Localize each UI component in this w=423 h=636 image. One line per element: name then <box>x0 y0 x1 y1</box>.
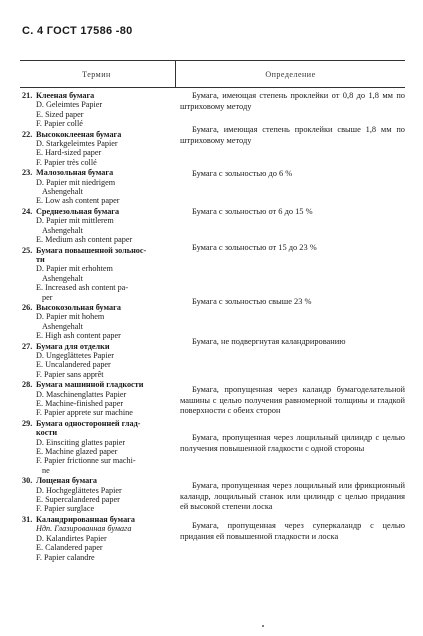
term-name-ru: Каландрированная бумага <box>36 514 135 524</box>
term-translation: E. Machine glazed paper <box>36 447 118 457</box>
term-translation: Ashengehalt <box>42 187 83 197</box>
term-title <box>22 91 174 100</box>
term-number: 21. <box>22 91 33 100</box>
term-name-ru: Клееная бумага <box>36 91 95 100</box>
term-entry <box>22 168 174 206</box>
term-translation: Ashengehalt <box>42 321 83 331</box>
term-translation: ne <box>42 465 50 475</box>
term-number: 27. <box>22 341 33 351</box>
term-translation: D. Starkgeleimtes Papier <box>36 139 118 149</box>
term-name-ru: Среднезольная бумага <box>36 206 120 216</box>
definition-text: Бумага, не подвергнутая каландрированию <box>192 337 346 346</box>
term-entry <box>22 419 174 475</box>
term-number: 26. <box>22 302 33 312</box>
term-entry <box>22 342 174 380</box>
term-name-ru: Высокозольная бумага <box>36 302 121 312</box>
term-translation: E. Machine-finished paper <box>36 399 124 408</box>
term-translation: E. Hard-sized paper <box>36 148 102 158</box>
term-translation: Ashengehalt <box>42 225 83 235</box>
term-title <box>22 303 174 312</box>
definition-text: Бумага с зольностью до 6 % <box>192 169 293 178</box>
term-title <box>22 476 174 485</box>
term-entry <box>22 303 174 341</box>
term-translation: F. Papier surglace <box>36 504 95 514</box>
definition-text: Бумага с зольностью от 6 до 15 % <box>192 207 313 216</box>
term-translation: E. Increased ash content pa- <box>36 283 129 293</box>
term-translation: D. Ungeglättetes Papier <box>36 350 114 360</box>
table-header <box>20 61 405 88</box>
terms-table <box>20 60 405 620</box>
terms-column <box>22 91 174 563</box>
term-number: 22. <box>22 129 33 139</box>
term-translation: D. Einsciting glattes papier <box>36 437 126 447</box>
term-title <box>22 380 174 389</box>
term-entry <box>22 246 174 302</box>
page-mark <box>262 625 264 627</box>
term-translation: E. Uncalandered paper <box>36 360 111 370</box>
term-name-ru: Лощеная бумага <box>36 476 98 486</box>
definition-text: Бумага, пропущенная через каландр бумагоделательной машины с целью получения равномерной толщины и гладкой поверхности с обеих сторон <box>180 385 405 416</box>
term-number: 24. <box>22 206 33 216</box>
term-translation: F. Papier très collé <box>36 157 97 167</box>
term-translation: D. Kalandirtes Papier <box>36 533 107 543</box>
term-translation: D. Papier mit erhohtem <box>36 264 113 274</box>
term-translation: D. Geleimtes Papier <box>36 100 103 110</box>
term-translation: F. Papier apprete sur machine <box>36 408 133 418</box>
term-translation: Ashengehalt <box>42 273 83 283</box>
definition-text: Бумага, имеющая степень проклейки свыше 1,8 мм по штриховому методу <box>180 125 405 145</box>
term-translation: D. Papier mit hohem <box>36 312 105 322</box>
definition-text: Бумага, имеющая степень проклейки от 0,8 до 1,8 мм по штриховому методу <box>180 91 405 111</box>
term-name-ru: Бумага машинной гладкости <box>36 380 144 390</box>
term-translation: E. Calandered paper <box>36 543 103 553</box>
term-translation: F. Papier collé <box>36 119 83 129</box>
term-title <box>22 246 174 255</box>
term-entry <box>22 91 174 129</box>
term-title <box>22 419 174 428</box>
term-title <box>22 515 174 524</box>
definition-text: Бумага, пропущенная через суперкаландр с целью придания ей повышенной гладкости и лоска <box>180 521 405 541</box>
column-header-definition: Определение <box>265 70 316 79</box>
term-number: 25. <box>22 245 33 255</box>
term-number: 23. <box>22 168 33 178</box>
term-entry <box>22 380 174 418</box>
term-title <box>22 342 174 351</box>
term-name-ru: Малозольная бумага <box>36 168 114 178</box>
term-name-ru: Бумага повышенной зольнос- <box>36 245 147 255</box>
term-number: 31. <box>22 514 33 524</box>
term-name-ru-continued: кости <box>36 428 58 438</box>
definition-text: Бумага, пропущенная через лощильный цилиндр с целью получения повышенной гладкости с одной стороны <box>180 433 405 453</box>
term-translation: F. Papier calandre <box>36 552 95 562</box>
definition-text: Бумага, пропущенная через лощильный или фрикционный каландр, лощильный станок или цилиндр с целью придания ей высокой степени лоска <box>180 481 405 512</box>
column-header-terms: Термин <box>82 70 111 79</box>
definition-text: Бумага с зольностью от 15 до 23 % <box>192 243 317 252</box>
term-name-ru-continued: ти <box>36 254 45 264</box>
term-number: 28. <box>22 380 33 390</box>
term-translation: D. Maschinenglattes Papier <box>36 389 127 399</box>
term-title <box>22 130 174 139</box>
term-number: 30. <box>22 476 33 486</box>
term-translation: D. Papier mit mittlerem <box>36 216 114 226</box>
term-title <box>22 207 174 216</box>
term-translation: D. Hochgeglättetes Papier <box>36 485 122 495</box>
term-name-ru: Высококлееная бумага <box>36 129 122 139</box>
term-name-ru: Бумага односторонней глад- <box>36 418 141 428</box>
term-translation: F. Papier sans apprêt <box>36 369 104 379</box>
term-entry <box>22 476 174 514</box>
term-nonrecommended: Ндп. Глазированная бумага <box>36 524 132 534</box>
term-entry <box>22 207 174 245</box>
term-translation: E. Low ash content paper <box>36 196 120 206</box>
term-entry <box>22 515 174 562</box>
term-translation: E. High ash content paper <box>36 331 121 341</box>
term-translation: F. Papier frictionne sur machi- <box>36 456 136 466</box>
term-translation: D. Papier mit niedrigem <box>36 177 116 187</box>
term-name-ru: Бумага для отделки <box>36 341 110 351</box>
term-number: 29. <box>22 418 33 428</box>
term-title <box>22 168 174 177</box>
term-translation: E. Medium ash content paper <box>36 235 133 245</box>
term-translation: E. Sized paper <box>36 109 84 119</box>
page-header: С. 4 ГОСТ 17586 -80 <box>22 25 133 37</box>
definition-text: Бумага с зольностью свыше 23 % <box>192 297 312 306</box>
term-translation: per <box>42 292 53 302</box>
term-translation: E. Supercalandered paper <box>36 495 120 505</box>
term-entry <box>22 130 174 168</box>
